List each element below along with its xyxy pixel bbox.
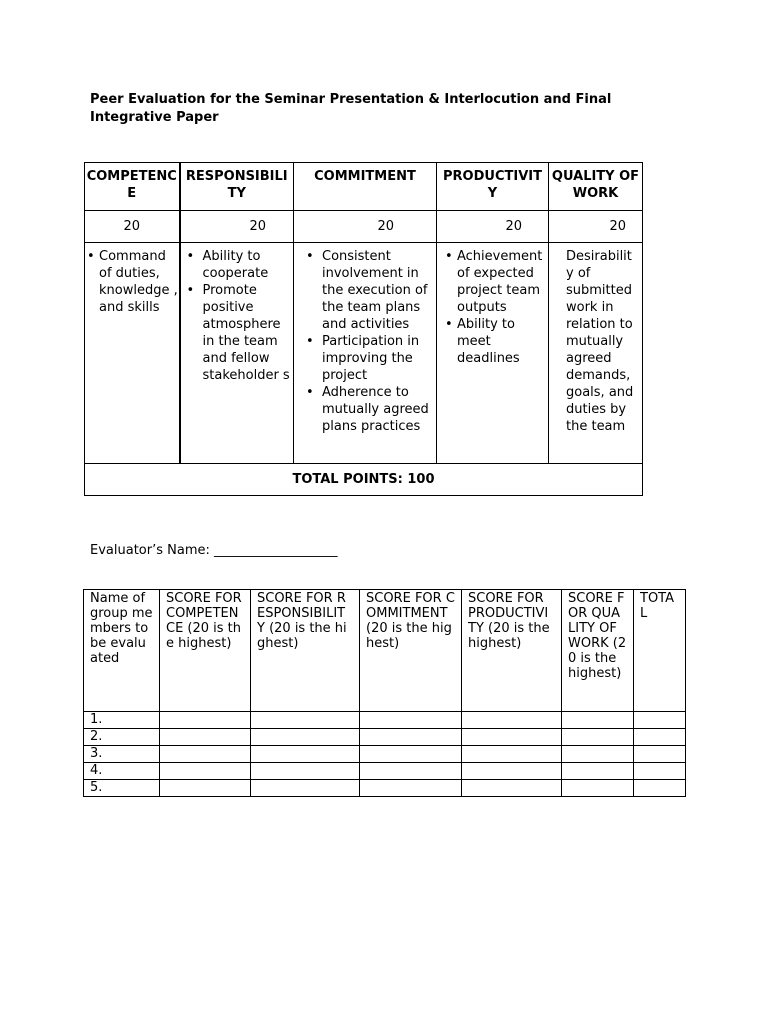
- col-score-responsibility: SCORE FOR RESPONSIBILITY (20 is the highest): [251, 590, 360, 712]
- table-row: [84, 780, 686, 797]
- score-cell[interactable]: [160, 729, 251, 746]
- score-cell[interactable]: [251, 746, 360, 763]
- desc-responsibility: [180, 243, 294, 464]
- points-quality: 20: [549, 211, 643, 243]
- table-row: [84, 712, 686, 729]
- score-cell[interactable]: [160, 712, 251, 729]
- points-commitment: 20: [294, 211, 437, 243]
- score-cell[interactable]: [562, 746, 634, 763]
- table-row: [84, 746, 686, 763]
- score-header-row: [84, 590, 686, 712]
- points-productivity: 20: [437, 211, 549, 243]
- col-score-commitment: SCORE FOR COMMITMENT (20 is the highest): [360, 590, 462, 712]
- score-cell[interactable]: [462, 763, 562, 780]
- score-cell[interactable]: [360, 780, 462, 797]
- score-cell[interactable]: [360, 763, 462, 780]
- commitment-item: • Adherence to mutually agreed plans practices: [300, 384, 436, 435]
- points-responsibility: 20: [180, 211, 294, 243]
- header-quality: QUALITY OF WORK: [549, 163, 643, 211]
- points-competence: 20: [85, 211, 180, 243]
- responsibility-item: • Promote positive atmosphere in the team and fellow stakeholder s: [181, 282, 294, 384]
- desc-competence: [85, 243, 180, 464]
- total-cell[interactable]: [634, 746, 686, 763]
- score-cell[interactable]: [360, 729, 462, 746]
- rubric-header-row: [85, 163, 643, 211]
- score-cell[interactable]: [251, 780, 360, 797]
- row-number: 1.: [84, 712, 160, 729]
- score-cell[interactable]: [360, 746, 462, 763]
- header-competence: COMPETENC E: [85, 163, 180, 211]
- score-cell[interactable]: [251, 712, 360, 729]
- score-cell[interactable]: [462, 729, 562, 746]
- score-cell[interactable]: [562, 763, 634, 780]
- score-cell[interactable]: [251, 763, 360, 780]
- score-cell[interactable]: [562, 729, 634, 746]
- row-number: 3.: [84, 746, 160, 763]
- col-score-competence: SCORE FOR COMPETENCE (20 is the highest): [160, 590, 251, 712]
- productivity-item: • Ability to meet deadlines: [443, 316, 548, 367]
- header-responsibility: RESPONSIBILI TY: [180, 163, 294, 211]
- score-table: [83, 589, 686, 797]
- row-number: 4.: [84, 763, 160, 780]
- desc-productivity: [437, 243, 549, 464]
- col-total: TOTAL: [634, 590, 686, 712]
- total-cell[interactable]: [634, 729, 686, 746]
- competence-item: • Command of duties, knowledge , and skills: [85, 248, 179, 316]
- total-cell[interactable]: [634, 712, 686, 729]
- table-row: [84, 729, 686, 746]
- header-productivity: PRODUCTIVIT Y: [437, 163, 549, 211]
- row-number: 2.: [84, 729, 160, 746]
- rubric-description-row: [85, 243, 643, 464]
- score-cell[interactable]: [462, 780, 562, 797]
- score-cell[interactable]: [160, 763, 251, 780]
- total-cell[interactable]: [634, 763, 686, 780]
- total-cell[interactable]: [634, 780, 686, 797]
- rubric-total-row: [85, 464, 643, 496]
- score-cell[interactable]: [462, 746, 562, 763]
- header-commitment: COMMITMENT: [294, 163, 437, 211]
- score-cell[interactable]: [160, 746, 251, 763]
- score-cell[interactable]: [160, 780, 251, 797]
- score-cell[interactable]: [360, 712, 462, 729]
- score-cell[interactable]: [462, 712, 562, 729]
- commitment-item: • Consistent involvement in the execution of the team plans and activities: [300, 248, 436, 333]
- rubric-points-row: [85, 211, 643, 243]
- evaluator-name-label: Evaluator’s Name: ___________________: [90, 543, 338, 558]
- col-member-name: Name of group members to be evaluated: [84, 590, 160, 712]
- score-cell[interactable]: [562, 780, 634, 797]
- rubric-table: [84, 162, 643, 496]
- score-cell[interactable]: [251, 729, 360, 746]
- desc-commitment: [294, 243, 437, 464]
- desc-quality: Desirabilit y of submitted work in relation to mutually agreed demands, goals, and duties by the team: [549, 243, 643, 464]
- commitment-item: • Participation in improving the project: [300, 333, 436, 384]
- score-cell[interactable]: [562, 712, 634, 729]
- total-points: TOTAL POINTS: 100: [85, 464, 643, 496]
- responsibility-item: • Ability to cooperate: [181, 248, 294, 282]
- table-row: [84, 763, 686, 780]
- productivity-item: • Achievement of expected project team outputs: [443, 248, 548, 316]
- col-score-productivity: SCORE FOR PRODUCTIVITY (20 is the highest): [462, 590, 562, 712]
- row-number: 5.: [84, 780, 160, 797]
- page-title: Peer Evaluation for the Seminar Presentation & Interlocution and Final Integrative Paper: [90, 92, 612, 125]
- col-score-quality: SCORE FOR QUALITY OF WORK (20 is the highest): [562, 590, 634, 712]
